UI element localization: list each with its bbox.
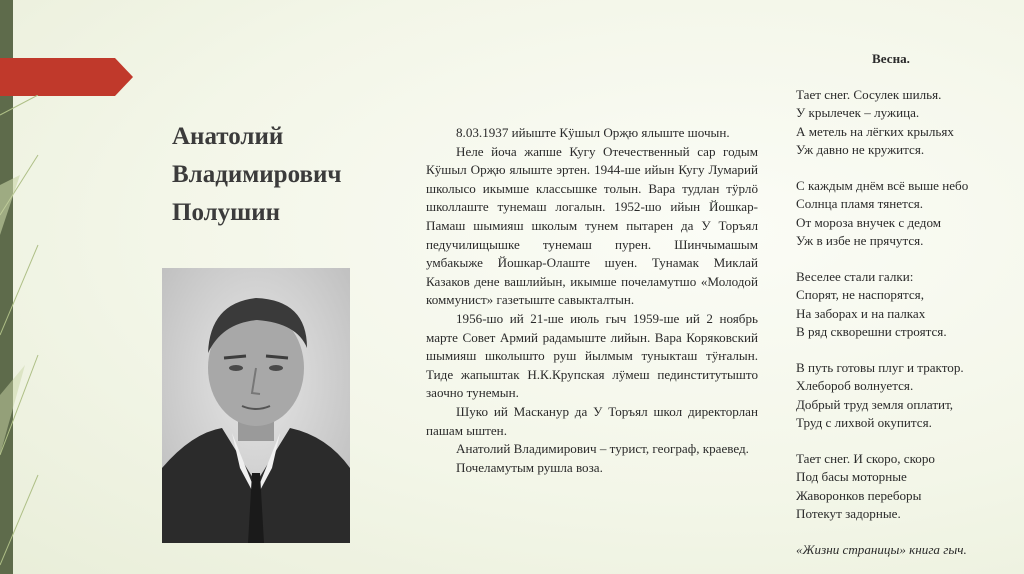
poem-line: В путь готовы плуг и трактор. — [796, 360, 964, 376]
title-surname: Полушин — [172, 199, 281, 226]
poem-source: «Жизни страницы» книга гыч. — [796, 542, 967, 558]
poem-line: Под басы моторные — [796, 469, 907, 485]
poem-stanza — [796, 450, 1006, 523]
green-triangle-lines-icon — [0, 95, 40, 574]
page-title — [172, 118, 412, 232]
poem-line: Жаворонков переборы — [796, 487, 922, 503]
poem-line: Труд с лихвой окупится. — [796, 414, 932, 430]
poem-line: Солнца пламя тянется. — [796, 196, 924, 212]
poem-stanza — [796, 86, 1006, 159]
poem-line: Спорят, не наспорятся, — [796, 287, 924, 303]
poem-line: Веселее стали галки: — [796, 269, 914, 285]
red-arrow-banner-icon — [0, 58, 133, 96]
poem-line: Тает снег. И скоро, скоро — [796, 451, 935, 467]
poem-line: От мороза внучек с дедом — [796, 214, 942, 230]
poem-line: У крылечек – лужица. — [796, 105, 920, 121]
poem — [796, 50, 1006, 559]
poem-line: А метель на лёгких крыльях — [796, 123, 954, 139]
poem-line: На заборах и на палках — [796, 305, 926, 321]
bio-paragraph: Неле йоча жапше Кугу Отечественный сар годым Кӱшыл Орҗю ялыште эртен. 1944-ше ийын Кугу Лумарий школысо икымше классышке толын. Вара тудлан тӱрлӧ школлаште тунемаш логалын. 1952-шо ийын Йошкар-Памаш шымияш школым тунем пытарен да У Торъял педучилищышке тунемаш пурен. Шинчымашым умбакыже Йошкар-Олаште шуен. Тунамак Миклай Казаков дене вашлийын, икымше почеламутшо «Молодой коммунист» газетыште савыкталтын. — [426, 143, 758, 308]
poem-line: Добрый труд земля оплатит, — [796, 396, 954, 412]
poem-title: Весна. — [872, 51, 910, 66]
poem-line: Тает снег. Сосулек шилья. — [796, 87, 942, 103]
bio-paragraph: 8.03.1937 ийыште Кӱшыл Орҗю ялыште шочын. — [456, 125, 730, 140]
title-patronymic: Владимирович — [172, 161, 342, 188]
poem-line: Уж в избе не прячутся. — [796, 232, 924, 248]
poem-stanza — [796, 177, 1006, 250]
bio-paragraph: Анатолий Владимирович – турист, географ, краевед. — [456, 441, 749, 457]
poem-line: С каждым днём всё выше небо — [796, 178, 969, 194]
poem-line: Хлебороб волнуется. — [796, 378, 914, 394]
bio-paragraph: Почеламутым рушла воза. — [456, 459, 603, 475]
poem-line: В ряд скворешни строятся. — [796, 323, 947, 339]
biography-text — [426, 124, 758, 477]
poem-line: Уж давно не кружится. — [796, 141, 925, 157]
poem-stanza — [796, 268, 1006, 341]
portrait-photo — [162, 268, 350, 543]
bio-paragraph: 1956-шо ий 21-ше июль гыч 1959-ше ий 2 ноябрь марте Совет Армий радамыште лийын. Вара Коряковский шымияш школышто руш йылмым туныкташ тӱҥалын. Тиде жапыштак Н.К.Крупская лӱмеш пединститутышто заочно тунемын. — [426, 310, 758, 401]
bio-paragraph: Шуко ий Масканур да У Торъял школ директорлан пашам ыштен. — [426, 403, 758, 438]
poem-stanza — [796, 359, 1006, 432]
title-first-name: Анатолий — [172, 123, 284, 150]
poem-line: Потекут задорные. — [796, 505, 901, 521]
